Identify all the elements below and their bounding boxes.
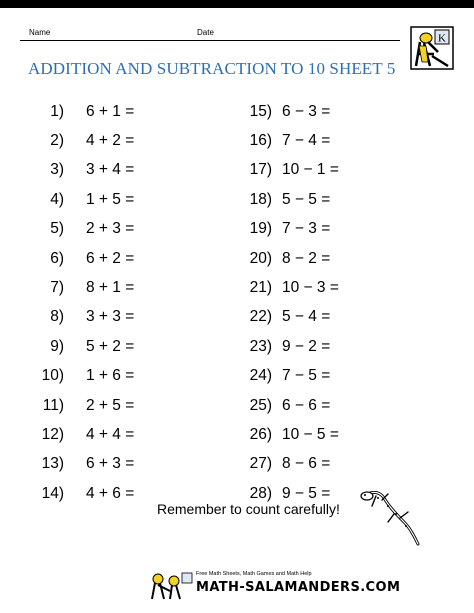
question-9 xyxy=(28,332,134,361)
question-4 xyxy=(28,185,134,214)
question-number: 8) xyxy=(50,308,64,326)
question-19 xyxy=(236,215,339,244)
question-1 xyxy=(28,97,134,126)
question-expression: 5 − 5 = xyxy=(282,190,331,208)
question-expression: 6 + 1 = xyxy=(86,102,135,120)
question-number: 15) xyxy=(249,102,272,120)
question-23 xyxy=(236,332,339,361)
question-expression: 5 − 4 = xyxy=(282,308,331,326)
question-number: 21) xyxy=(249,279,272,297)
name-label: Name xyxy=(29,28,51,37)
question-number: 16) xyxy=(249,132,272,150)
question-2 xyxy=(28,126,134,155)
question-number: 11) xyxy=(42,396,64,414)
question-expression: 3 + 3 = xyxy=(86,308,135,326)
question-number: 13) xyxy=(41,455,64,473)
question-expression: 9 − 2 = xyxy=(282,337,331,355)
question-number: 2) xyxy=(50,132,64,150)
question-expression: 10 − 3 = xyxy=(282,279,339,297)
question-16 xyxy=(236,126,339,155)
reminder-text: Remember to count carefully! xyxy=(157,501,340,517)
question-expression: 6 + 3 = xyxy=(86,455,135,473)
question-5 xyxy=(28,215,134,244)
question-number: 22) xyxy=(249,308,272,326)
question-number: 9) xyxy=(50,337,64,355)
question-number: 25) xyxy=(249,396,272,414)
question-number: 24) xyxy=(249,367,272,385)
logo-letter: K xyxy=(438,32,446,45)
question-17 xyxy=(236,156,339,185)
question-10 xyxy=(28,362,134,391)
question-3 xyxy=(28,156,134,185)
question-expression: 7 − 5 = xyxy=(282,367,331,385)
question-number: 4) xyxy=(50,190,64,208)
question-number: 17) xyxy=(249,161,272,179)
addition-column xyxy=(28,97,134,508)
question-expression: 6 − 6 = xyxy=(282,396,331,414)
kindergarten-logo-icon xyxy=(410,26,454,70)
question-expression: 4 + 4 = xyxy=(86,425,135,443)
question-expression: 2 + 5 = xyxy=(86,396,135,414)
question-number: 3) xyxy=(50,161,64,179)
question-number: 20) xyxy=(249,249,272,267)
question-expression: 5 + 2 = xyxy=(86,337,135,355)
question-number: 28) xyxy=(249,484,272,502)
question-number: 7) xyxy=(50,279,64,297)
brand-name: MATH-SALAMANDERS.COM xyxy=(196,580,401,595)
question-number: 10) xyxy=(41,367,64,385)
question-12 xyxy=(28,420,134,449)
question-11 xyxy=(28,391,134,420)
question-20 xyxy=(236,244,339,273)
question-number: 5) xyxy=(50,220,64,238)
question-26 xyxy=(236,420,339,449)
question-expression: 6 − 3 = xyxy=(282,102,331,120)
question-14 xyxy=(28,479,134,508)
brand-footer xyxy=(150,569,450,605)
question-number: 6) xyxy=(50,249,64,267)
question-number: 14) xyxy=(41,484,64,502)
question-expression: 6 + 2 = xyxy=(86,249,135,267)
question-number: 26) xyxy=(249,425,272,443)
question-number: 23) xyxy=(249,337,272,355)
question-number: 18) xyxy=(249,190,272,208)
question-18 xyxy=(236,185,339,214)
question-expression: 7 − 4 = xyxy=(282,132,331,150)
question-number: 1) xyxy=(50,102,64,120)
question-27 xyxy=(236,450,339,479)
name-date-rule xyxy=(20,40,400,41)
question-number: 27) xyxy=(249,455,272,473)
question-22 xyxy=(236,303,339,332)
question-expression: 9 − 5 = xyxy=(282,484,331,502)
question-expression: 8 − 6 = xyxy=(282,455,331,473)
question-expression: 10 − 5 = xyxy=(282,425,339,443)
question-expression: 8 − 2 = xyxy=(282,249,331,267)
question-expression: 3 + 4 = xyxy=(86,161,135,179)
question-expression: 10 − 1 = xyxy=(282,161,339,179)
top-border xyxy=(0,0,474,8)
question-21 xyxy=(236,273,339,302)
question-expression: 2 + 3 = xyxy=(86,220,135,238)
subtraction-column xyxy=(236,97,339,508)
question-6 xyxy=(28,244,134,273)
question-expression: 1 + 5 = xyxy=(86,190,135,208)
question-expression: 4 + 2 = xyxy=(86,132,135,150)
question-13 xyxy=(28,450,134,479)
salamander-icon xyxy=(358,486,426,548)
question-expression: 4 + 6 = xyxy=(86,484,135,502)
question-25 xyxy=(236,391,339,420)
question-expression: 7 − 3 = xyxy=(282,220,331,238)
question-expression: 8 + 1 = xyxy=(86,279,135,297)
worksheet-title: ADDITION AND SUBTRACTION TO 10 SHEET 5 xyxy=(28,59,396,78)
question-15 xyxy=(236,97,339,126)
salamander-mascot-icon xyxy=(150,571,194,603)
question-expression: 1 + 6 = xyxy=(86,367,135,385)
date-label: Date xyxy=(197,28,214,37)
question-7 xyxy=(28,273,134,302)
question-number: 12) xyxy=(41,425,64,443)
question-24 xyxy=(236,362,339,391)
question-number: 19) xyxy=(249,220,272,238)
question-8 xyxy=(28,303,134,332)
brand-tagline: Free Math Sheets, Math Games and Math Help xyxy=(196,571,312,577)
